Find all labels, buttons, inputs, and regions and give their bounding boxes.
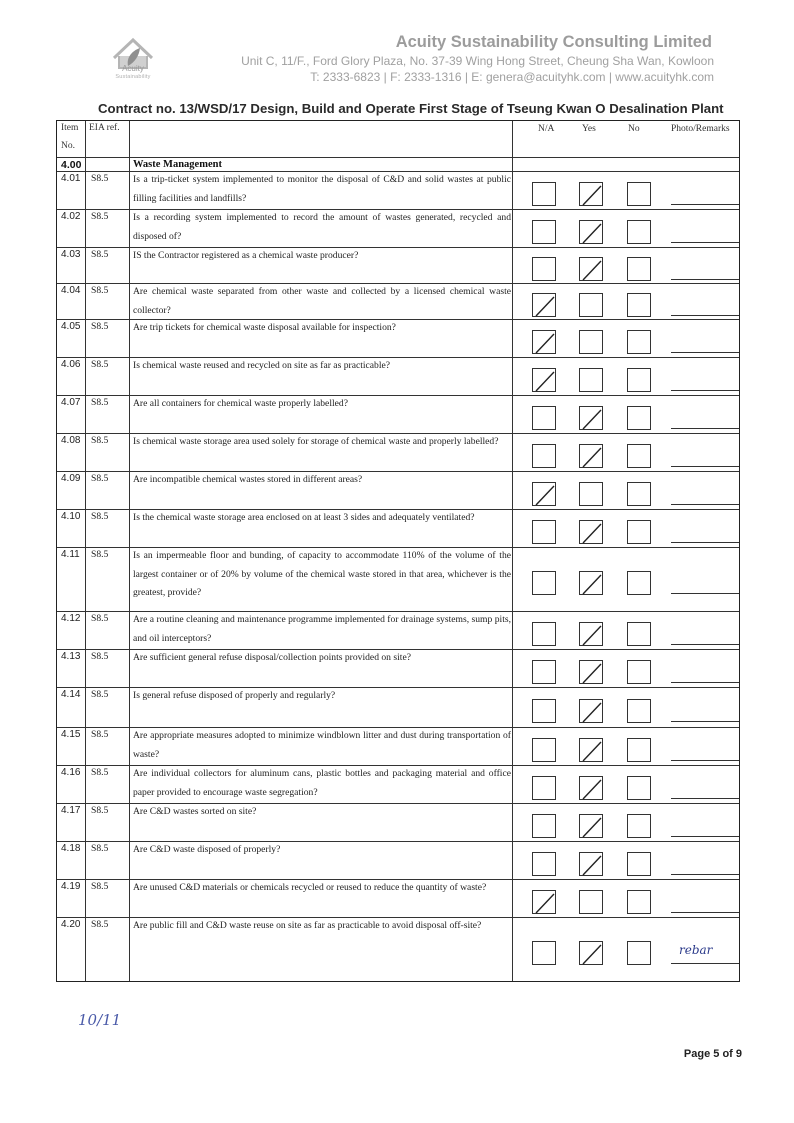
header-eia-ref: EIA ref.	[89, 123, 120, 133]
check-slash-icon	[580, 853, 604, 877]
eia-reference: S8.5	[91, 729, 109, 740]
checkbox-na[interactable]	[532, 368, 556, 392]
remarks-line[interactable]	[671, 428, 739, 429]
eia-reference: S8.5	[91, 549, 109, 560]
column-divider	[129, 121, 130, 981]
check-slash-icon	[580, 183, 604, 207]
remarks-line[interactable]	[671, 760, 739, 761]
remarks-line[interactable]	[671, 542, 739, 543]
check-slash-icon	[580, 815, 604, 839]
checkbox-no[interactable]	[627, 814, 651, 838]
checklist-question: IS the Contractor registered as a chemical waste producer?	[133, 250, 359, 261]
checkbox-yes[interactable]	[579, 293, 603, 317]
checkbox-no[interactable]	[627, 699, 651, 723]
checkbox-na[interactable]	[532, 890, 556, 914]
item-number: 4.14	[61, 689, 81, 700]
item-number: 4.01	[61, 173, 81, 184]
checkbox-yes[interactable]	[579, 368, 603, 392]
checkbox-na[interactable]	[532, 406, 556, 430]
item-number: 4.17	[61, 805, 81, 816]
checkbox-yes[interactable]	[579, 444, 603, 468]
item-number: 4.13	[61, 651, 81, 662]
checkbox-na[interactable]	[532, 293, 556, 317]
item-number: 4.10	[61, 511, 81, 522]
checkbox-no[interactable]	[627, 482, 651, 506]
eia-reference: S8.5	[91, 211, 109, 222]
remarks-line[interactable]	[671, 836, 739, 837]
checkbox-yes[interactable]	[579, 571, 603, 595]
eia-reference: S8.5	[91, 321, 109, 332]
remarks-line[interactable]	[671, 242, 739, 243]
header-item-no: No.	[61, 141, 75, 151]
checkbox-na[interactable]	[532, 257, 556, 281]
checkbox-yes[interactable]	[579, 330, 603, 354]
eia-reference: S8.5	[91, 249, 109, 260]
logo-subtext: Sustainability	[115, 74, 151, 80]
checkbox-yes[interactable]	[579, 406, 603, 430]
company-contact: T: 2333-6823 | F: 2333-1316 | E: genera@acuityhk.com | www.acuityhk.com	[310, 70, 714, 84]
checkbox-no[interactable]	[627, 660, 651, 684]
checkbox-na[interactable]	[532, 852, 556, 876]
check-slash-icon	[580, 572, 604, 596]
checkbox-na[interactable]	[532, 660, 556, 684]
handwritten-date-note: 10/11	[78, 1011, 122, 1029]
check-slash-icon	[580, 700, 604, 724]
check-slash-icon	[533, 891, 557, 915]
check-slash-icon	[580, 407, 604, 431]
checklist-question: Is general refuse disposed of properly and regularly?	[133, 690, 336, 701]
checkbox-no[interactable]	[627, 257, 651, 281]
check-slash-icon	[533, 331, 557, 355]
checkbox-na[interactable]	[532, 182, 556, 206]
item-number: 4.20	[61, 919, 81, 930]
remarks-line[interactable]	[671, 593, 739, 594]
item-number: 4.18	[61, 843, 81, 854]
checklist-question: Is an impermeable floor and bunding, of capacity to accommodate 110% of the volume of the largest container or of 20% by volume of the chemical waste stored in that area, whichever is the greatest, provide?	[133, 550, 511, 598]
checkbox-no[interactable]	[627, 622, 651, 646]
checklist-question: Is the chemical waste storage area enclosed on at least 3 sides and adequately ventilated?	[133, 512, 475, 523]
logo-text: Acuity	[122, 64, 144, 73]
remarks-line[interactable]	[671, 912, 739, 913]
eia-reference: S8.5	[91, 511, 109, 522]
item-number: 4.19	[61, 881, 81, 892]
item-number: 4.16	[61, 767, 81, 778]
item-number: 4.03	[61, 249, 81, 260]
eia-reference: S8.5	[91, 435, 109, 446]
company-address: Unit C, 11/F., Ford Glory Plaza, No. 37-39 Wing Hong Street, Cheung Sha Wan, Kowloon	[241, 54, 714, 68]
checkbox-na[interactable]	[532, 941, 556, 965]
remarks-line[interactable]	[671, 352, 739, 353]
checklist-question: Are C&D waste disposed of properly?	[133, 844, 281, 855]
checkbox-yes[interactable]	[579, 776, 603, 800]
check-slash-icon	[580, 661, 604, 685]
remarks-line[interactable]	[671, 721, 739, 722]
checkbox-yes[interactable]	[579, 220, 603, 244]
remarks-line[interactable]	[671, 390, 739, 391]
checkbox-yes[interactable]	[579, 520, 603, 544]
item-number: 4.12	[61, 613, 81, 624]
checkbox-na[interactable]	[532, 220, 556, 244]
checkbox-yes[interactable]	[579, 852, 603, 876]
checklist-question: Are a routine cleaning and maintenance programme implemented for drainage systems, sump pits, and oil interceptors?	[133, 614, 511, 644]
checklist-question: Is chemical waste reused and recycled on site as far as practicable?	[133, 360, 391, 371]
section-title: Waste Management	[133, 159, 222, 170]
checklist-question: Are incompatible chemical wastes stored in different areas?	[133, 474, 363, 485]
eia-reference: S8.5	[91, 397, 109, 408]
checkbox-yes[interactable]	[579, 257, 603, 281]
header-photo-remarks: Photo/Remarks	[671, 124, 730, 134]
header-na: N/A	[538, 124, 555, 134]
checkbox-no[interactable]	[627, 520, 651, 544]
check-slash-icon	[580, 258, 604, 282]
eia-reference: S8.5	[91, 473, 109, 484]
checkbox-no[interactable]	[627, 220, 651, 244]
item-number: 4.15	[61, 729, 81, 740]
remarks-line[interactable]	[671, 963, 739, 964]
remarks-line[interactable]	[671, 644, 739, 645]
page-footer: Page 5 of 9	[683, 1048, 742, 1060]
eia-reference: S8.5	[91, 919, 109, 930]
checklist-question: Are appropriate measures adopted to minimize windblown litter and dust during transportation of waste?	[133, 730, 511, 760]
remarks-line[interactable]	[671, 504, 739, 505]
checklist-question: Is a recording system implemented to record the amount of wastes generated, recycled and disposed of?	[133, 212, 511, 242]
checkbox-yes[interactable]	[579, 699, 603, 723]
check-slash-icon	[580, 739, 604, 763]
eia-reference: S8.5	[91, 359, 109, 370]
checklist-question: Are sufficient general refuse disposal/collection points provided on site?	[133, 652, 411, 663]
eia-reference: S8.5	[91, 613, 109, 624]
item-number: 4.08	[61, 435, 81, 446]
checklist-question: Is a trip-ticket system implemented to monitor the disposal of C&D and solid wastes at public filling facilities and landfills?	[133, 174, 511, 204]
header-item: Item	[61, 123, 79, 133]
checklist-question: Are all containers for chemical waste properly labelled?	[133, 398, 348, 409]
checkbox-yes[interactable]	[579, 660, 603, 684]
company-name: Acuity Sustainability Consulting Limited	[395, 33, 712, 51]
column-divider	[512, 121, 513, 981]
checkbox-na[interactable]	[532, 699, 556, 723]
column-divider	[85, 121, 86, 981]
remarks-line[interactable]	[671, 874, 739, 875]
checklist-question: Is chemical waste storage area used solely for storage of chemical waste and properly labelled?	[133, 436, 499, 447]
checkbox-yes[interactable]	[579, 738, 603, 762]
check-slash-icon	[580, 445, 604, 469]
item-number: 4.02	[61, 211, 81, 222]
item-number: 4.04	[61, 285, 81, 296]
item-number: 4.05	[61, 321, 81, 332]
item-number: 4.11	[61, 549, 80, 560]
checkbox-no[interactable]	[627, 776, 651, 800]
checkbox-na[interactable]	[532, 622, 556, 646]
eia-reference: S8.5	[91, 285, 109, 296]
section-number: 4.00	[61, 159, 82, 171]
check-slash-icon	[533, 369, 557, 393]
checkbox-no[interactable]	[627, 293, 651, 317]
checkbox-no[interactable]	[627, 406, 651, 430]
checkbox-yes[interactable]	[579, 182, 603, 206]
remarks-line[interactable]	[671, 466, 739, 467]
check-slash-icon	[580, 221, 604, 245]
checkbox-yes[interactable]	[579, 890, 603, 914]
checkbox-no[interactable]	[627, 738, 651, 762]
remark-handwritten: rebar	[679, 943, 713, 957]
remarks-line[interactable]	[671, 315, 739, 316]
item-number: 4.09	[61, 473, 81, 484]
item-number: 4.06	[61, 359, 81, 370]
checkbox-no[interactable]	[627, 571, 651, 595]
eia-reference: S8.5	[91, 689, 109, 700]
remarks-line[interactable]	[671, 798, 739, 799]
remarks-line[interactable]	[671, 279, 739, 280]
check-slash-icon	[580, 521, 604, 545]
checkbox-na[interactable]	[532, 571, 556, 595]
checklist-question: Are chemical waste separated from other waste and collected by a licensed chemical waste collector?	[133, 286, 511, 316]
checkbox-na[interactable]	[532, 444, 556, 468]
checklist-question: Are public fill and C&D waste reuse on site as far as practicable to avoid disposal off-site?	[133, 920, 482, 931]
eia-reference: S8.5	[91, 173, 109, 184]
checklist-question: Are C&D wastes sorted on site?	[133, 806, 257, 817]
checkbox-no[interactable]	[627, 444, 651, 468]
header-no: No	[628, 124, 640, 134]
checkbox-yes[interactable]	[579, 814, 603, 838]
checkbox-no[interactable]	[627, 182, 651, 206]
eia-reference: S8.5	[91, 805, 109, 816]
checkbox-yes[interactable]	[579, 622, 603, 646]
checkbox-yes[interactable]	[579, 482, 603, 506]
remarks-line[interactable]	[671, 204, 739, 205]
eia-reference: S8.5	[91, 843, 109, 854]
checkbox-no[interactable]	[627, 890, 651, 914]
header-yes: Yes	[582, 124, 596, 134]
check-slash-icon	[580, 623, 604, 647]
checkbox-na[interactable]	[532, 520, 556, 544]
checkbox-na[interactable]	[532, 814, 556, 838]
checkbox-no[interactable]	[627, 368, 651, 392]
contract-title: Contract no. 13/WSD/17 Design, Build and Operate First Stage of Tseung Kwan O Desalination Plant	[98, 101, 724, 116]
check-slash-icon	[580, 777, 604, 801]
eia-reference: S8.5	[91, 767, 109, 778]
eia-reference: S8.5	[91, 651, 109, 662]
checkbox-yes[interactable]	[579, 941, 603, 965]
header-divider	[57, 157, 739, 158]
checklist-question: Are trip tickets for chemical waste disposal available for inspection?	[133, 322, 396, 333]
checklist-question: Are unused C&D materials or chemicals recycled or reused to reduce the quantity of waste?	[133, 882, 487, 893]
checkbox-na[interactable]	[532, 330, 556, 354]
checkbox-no[interactable]	[627, 330, 651, 354]
checklist-table	[56, 120, 740, 982]
remarks-line[interactable]	[671, 682, 739, 683]
check-slash-icon	[533, 483, 557, 507]
checkbox-no[interactable]	[627, 941, 651, 965]
check-slash-icon	[580, 942, 604, 966]
checkbox-no[interactable]	[627, 852, 651, 876]
item-number: 4.07	[61, 397, 81, 408]
checkbox-na[interactable]	[532, 738, 556, 762]
checklist-question: Are individual collectors for aluminum cans, plastic bottles and packaging material and office paper provided to encourage waste segregation?	[133, 768, 511, 798]
checkbox-na[interactable]	[532, 482, 556, 506]
check-slash-icon	[533, 294, 557, 318]
eia-reference: S8.5	[91, 881, 109, 892]
checkbox-na[interactable]	[532, 776, 556, 800]
